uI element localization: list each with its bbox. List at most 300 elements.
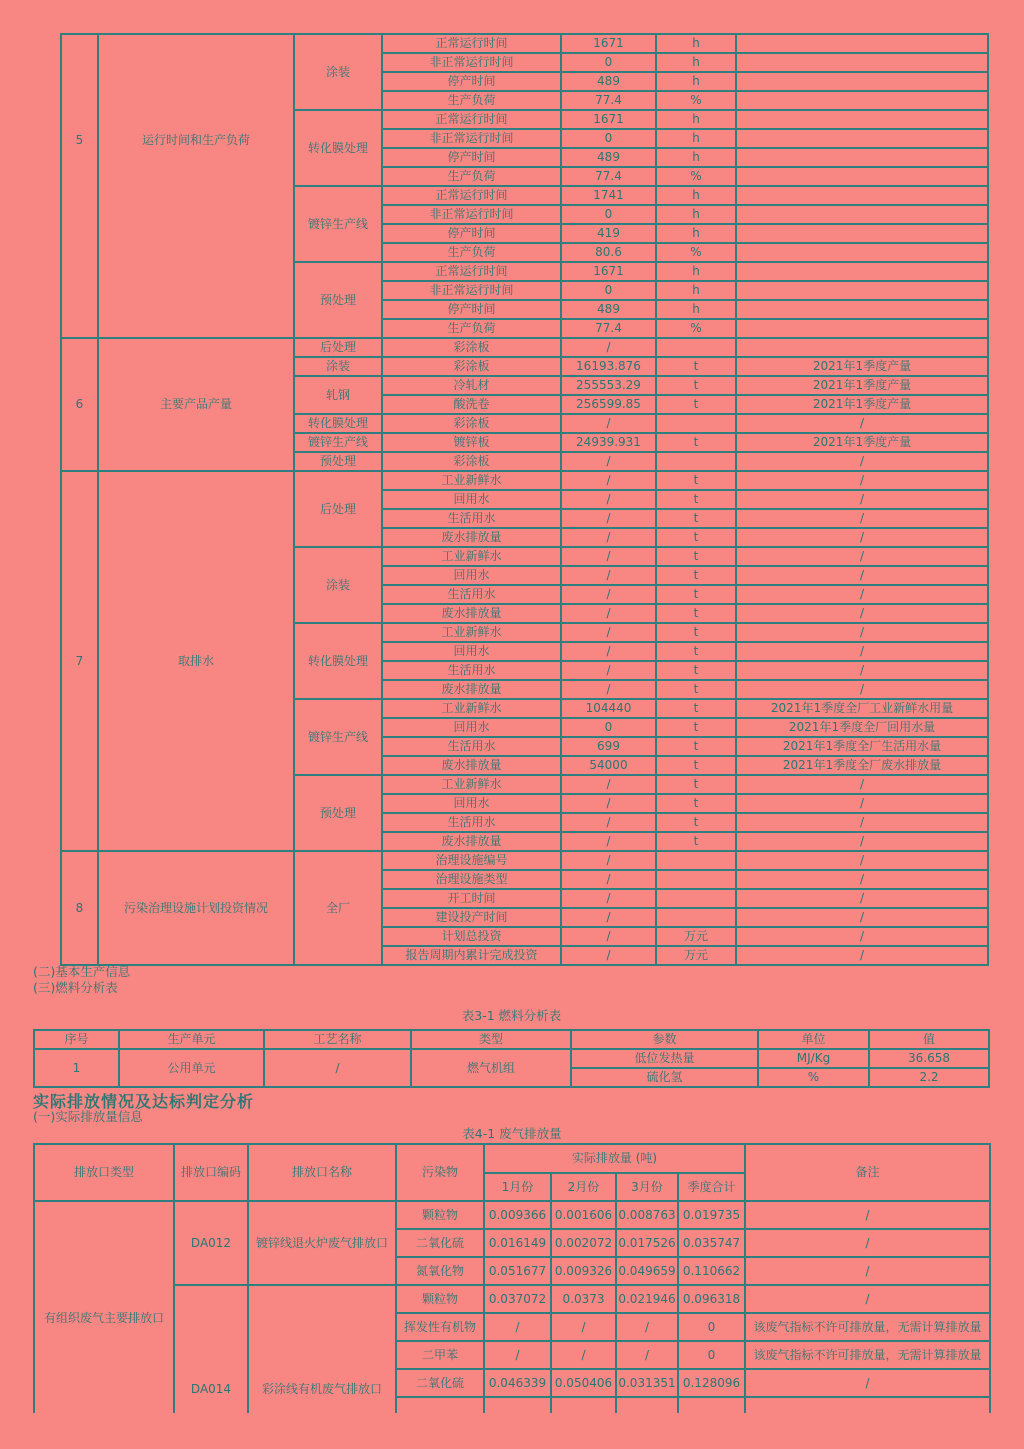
cell-value: 77.4 [562, 92, 657, 111]
cell-value: / [562, 890, 657, 909]
cell-parameter: 生产负荷 [383, 244, 562, 263]
gas-cell-remark: 该废气指标不许可排放量，无需计算排放量 [746, 1342, 991, 1370]
cell-remark [737, 225, 989, 244]
cell-remark: / [737, 567, 989, 586]
gas-cell-pollutant: 氮氧化物 [397, 1258, 485, 1286]
cell-remark: 2021年1季度产量 [737, 377, 989, 396]
cell-parameter: 废水排放量 [383, 833, 562, 852]
cell-value: 419 [562, 225, 657, 244]
gas-cell-remark: / [746, 1370, 991, 1398]
cell-value: / [562, 643, 657, 662]
cell-parameter: 停产时间 [383, 73, 562, 92]
cell-remark: / [737, 643, 989, 662]
gas-outlet-name: 镀锌线退火炉废气排放口 [249, 1202, 397, 1286]
cell-parameter: 生活用水 [383, 586, 562, 605]
gas-header-pollutant: 污染物 [397, 1145, 485, 1202]
section-title: 主要产品产量 [99, 339, 295, 472]
gas-outlet-name: 彩涂线有机废气排放口 [249, 1286, 397, 1413]
cell-parameter: 废水排放量 [383, 529, 562, 548]
cell-value: / [562, 453, 657, 472]
gas-header-outlet-code: 排放口编码 [175, 1145, 249, 1202]
cell-unit: h [657, 282, 737, 301]
cell-parameter: 彩涂板 [383, 339, 562, 358]
cell-unit: h [657, 130, 737, 149]
gas-cell-remark: / [746, 1202, 991, 1230]
cell-value: / [562, 605, 657, 624]
cell-parameter: 彩涂板 [383, 358, 562, 377]
cell-remark [737, 54, 989, 73]
cell-remark: / [737, 472, 989, 491]
unit-name: 镀锌生产线 [295, 187, 383, 263]
cell-unit: t [657, 605, 737, 624]
gas-header-month: 1月份 [485, 1174, 552, 1202]
cell-parameter: 工业新鲜水 [383, 472, 562, 491]
gas-cell-month1: 0.009366 [485, 1202, 552, 1230]
cell-parameter: 建设投产时间 [383, 909, 562, 928]
cell-unit: h [657, 54, 737, 73]
cell-unit: h [657, 73, 737, 92]
cell-unit: t [657, 643, 737, 662]
cell-value: / [562, 814, 657, 833]
gas-cell-month3: / [617, 1342, 679, 1370]
gas-cell-month3: / [617, 1314, 679, 1342]
fuel-unit: 公用单元 [120, 1050, 265, 1088]
cell-unit: t [657, 358, 737, 377]
cell-value: 77.4 [562, 320, 657, 339]
gas-cell-month2: / [552, 1314, 617, 1342]
cell-remark: / [737, 662, 989, 681]
cell-unit: 万元 [657, 928, 737, 947]
cell-value: / [562, 510, 657, 529]
gas-cell-month3: 0.031351 [617, 1370, 679, 1398]
cell-remark: / [737, 852, 989, 871]
gas-cell-quarter-total: 0.035747 [679, 1230, 746, 1258]
cell-value: / [562, 776, 657, 795]
cell-remark: / [737, 871, 989, 890]
gas-cell-quarter-total: 0.019735 [679, 1202, 746, 1230]
gas-cell-month2: 0.009326 [552, 1258, 617, 1286]
cell-parameter: 废水排放量 [383, 757, 562, 776]
cell-value: 256599.85 [562, 396, 657, 415]
gas-header-month: 季度合计 [679, 1174, 746, 1202]
cell-parameter: 废水排放量 [383, 605, 562, 624]
fuel-type: 燃气机组 [412, 1050, 572, 1088]
cell-value: 255553.29 [562, 377, 657, 396]
cell-parameter: 生活用水 [383, 814, 562, 833]
cell-value: 80.6 [562, 244, 657, 263]
cell-parameter: 停产时间 [383, 149, 562, 168]
cell-remark: / [737, 510, 989, 529]
cell-unit: t [657, 396, 737, 415]
fuel-header-cell: 值 [870, 1031, 990, 1050]
cell-parameter: 生产负荷 [383, 92, 562, 111]
gas-header-outlet-type: 排放口类型 [35, 1145, 175, 1202]
cell-parameter: 停产时间 [383, 301, 562, 320]
unit-name: 镀锌生产线 [295, 434, 383, 453]
fuel-analysis-table [33, 1029, 990, 1088]
unit-name: 预处理 [295, 453, 383, 472]
unit-name: 涂装 [295, 35, 383, 111]
gas-cell-month2: 0.0373 [552, 1286, 617, 1314]
cell-remark: / [737, 624, 989, 643]
cell-value: 1671 [562, 263, 657, 282]
unit-name: 涂装 [295, 358, 383, 377]
cell-remark [737, 320, 989, 339]
cell-value: 699 [562, 738, 657, 757]
unit-name: 后处理 [295, 339, 383, 358]
gas-table-clip [33, 1143, 993, 1413]
cell-remark: 2021年1季度全厂工业新鲜水用量 [737, 700, 989, 719]
unit-name: 镀锌生产线 [295, 700, 383, 776]
cell-remark: / [737, 453, 989, 472]
gas-outlet-code: DA014 [175, 1286, 249, 1413]
cell-parameter: 废水排放量 [383, 681, 562, 700]
cell-parameter: 治理设施类型 [383, 871, 562, 890]
gas-cell-remark [746, 1398, 991, 1413]
cell-unit: % [657, 92, 737, 111]
gas-outlet-type: 有组织废气主要排放口 [35, 1202, 175, 1413]
cell-remark [737, 111, 989, 130]
unit-name: 全厂 [295, 852, 383, 966]
cell-remark: 2021年1季度产量 [737, 396, 989, 415]
cell-unit [657, 852, 737, 871]
gas-cell-month1 [485, 1398, 552, 1413]
cell-value: / [562, 567, 657, 586]
fuel-param-value: 2.2 [870, 1069, 990, 1088]
fuel-param-unit: MJ/Kg [759, 1050, 870, 1069]
cell-unit: t [657, 624, 737, 643]
fuel-process: / [265, 1050, 412, 1088]
cell-parameter: 回用水 [383, 491, 562, 510]
cell-parameter: 非正常运行时间 [383, 54, 562, 73]
note-basic-production-info: (二)基本生产信息 [33, 964, 131, 979]
cell-remark [737, 244, 989, 263]
gas-header-month: 2月份 [552, 1174, 617, 1202]
cell-value: / [562, 947, 657, 966]
gas-cell-month1: 0.051677 [485, 1258, 552, 1286]
cell-parameter: 非正常运行时间 [383, 130, 562, 149]
cell-parameter: 工业新鲜水 [383, 548, 562, 567]
cell-remark: / [737, 947, 989, 966]
production-info-table-wrapper [60, 33, 989, 966]
cell-parameter: 酸洗卷 [383, 396, 562, 415]
gas-cell-month1: 0.037072 [485, 1286, 552, 1314]
gas-cell-remark: / [746, 1230, 991, 1258]
cell-unit: t [657, 567, 737, 586]
cell-remark: / [737, 491, 989, 510]
cell-unit [657, 339, 737, 358]
cell-unit [657, 890, 737, 909]
cell-parameter: 工业新鲜水 [383, 776, 562, 795]
cell-remark [737, 339, 989, 358]
cell-remark [737, 73, 989, 92]
unit-name: 预处理 [295, 263, 383, 339]
section-title-actual-emissions: 实际排放情况及达标判定分析 [33, 1092, 255, 1111]
cell-value: / [562, 852, 657, 871]
gas-header-amount-group: 实际排放量 (吨) [485, 1145, 746, 1174]
cell-remark: / [737, 833, 989, 852]
cell-parameter: 回用水 [383, 643, 562, 662]
cell-unit [657, 909, 737, 928]
cell-parameter: 生活用水 [383, 662, 562, 681]
cell-parameter: 非正常运行时间 [383, 282, 562, 301]
cell-remark: / [737, 681, 989, 700]
cell-value: / [562, 662, 657, 681]
cell-value: / [562, 415, 657, 434]
fuel-param: 硫化氢 [572, 1069, 759, 1088]
cell-value: 104440 [562, 700, 657, 719]
fuel-header-cell: 类型 [412, 1031, 572, 1050]
cell-value: / [562, 624, 657, 643]
cell-parameter: 正常运行时间 [383, 35, 562, 54]
cell-unit: t [657, 491, 737, 510]
cell-parameter: 回用水 [383, 567, 562, 586]
gas-table-caption: 表4-1 废气排放量 [462, 1126, 562, 1141]
cell-unit: h [657, 111, 737, 130]
gas-cell-quarter-total: 0.128096 [679, 1370, 746, 1398]
cell-parameter: 非正常运行时间 [383, 206, 562, 225]
fuel-table-wrapper [33, 1029, 990, 1088]
unit-name: 涂装 [295, 548, 383, 624]
gas-header-outlet-name: 排放口名称 [249, 1145, 397, 1202]
cell-parameter: 彩涂板 [383, 415, 562, 434]
cell-remark [737, 206, 989, 225]
cell-unit: t [657, 776, 737, 795]
cell-unit [657, 415, 737, 434]
gas-cell-quarter-total: 0.096318 [679, 1286, 746, 1314]
cell-remark: / [737, 415, 989, 434]
gas-cell-month3: 0.049659 [617, 1258, 679, 1286]
gas-cell-quarter-total: 0 [679, 1342, 746, 1370]
cell-unit: % [657, 168, 737, 187]
production-info-table [60, 33, 989, 966]
cell-remark [737, 130, 989, 149]
cell-parameter: 正常运行时间 [383, 111, 562, 130]
gas-cell-month1: 0.046339 [485, 1370, 552, 1398]
cell-unit: t [657, 757, 737, 776]
cell-unit: h [657, 263, 737, 282]
cell-value: 0 [562, 282, 657, 301]
cell-unit: t [657, 738, 737, 757]
gas-cell-pollutant: 颗粒物 [397, 1202, 485, 1230]
cell-unit: t [657, 586, 737, 605]
cell-remark: / [737, 795, 989, 814]
cell-value: / [562, 928, 657, 947]
cell-unit: t [657, 510, 737, 529]
cell-remark: / [737, 776, 989, 795]
cell-value: / [562, 491, 657, 510]
cell-value: / [562, 339, 657, 358]
cell-remark: 2021年1季度全厂生活用水量 [737, 738, 989, 757]
cell-remark: / [737, 928, 989, 947]
cell-unit: t [657, 700, 737, 719]
fuel-param: 低位发热量 [572, 1050, 759, 1069]
subsection-actual-emission-info: (一)实际排放量信息 [33, 1109, 143, 1124]
cell-value: 0 [562, 719, 657, 738]
cell-unit: % [657, 244, 737, 263]
cell-unit: h [657, 206, 737, 225]
cell-unit: t [657, 548, 737, 567]
cell-value: 77.4 [562, 168, 657, 187]
cell-unit: h [657, 225, 737, 244]
cell-value: 1671 [562, 35, 657, 54]
cell-parameter: 治理设施编号 [383, 852, 562, 871]
cell-value: 16193.876 [562, 358, 657, 377]
cell-unit: h [657, 149, 737, 168]
cell-value: 24939.931 [562, 434, 657, 453]
cell-remark: / [737, 529, 989, 548]
cell-value: 54000 [562, 757, 657, 776]
section-title: 运行时间和生产负荷 [99, 35, 295, 339]
cell-remark [737, 149, 989, 168]
unit-name: 轧钢 [295, 377, 383, 415]
unit-name: 后处理 [295, 472, 383, 548]
cell-remark: 2021年1季度产量 [737, 434, 989, 453]
section-number: 5 [62, 35, 99, 339]
cell-value: 489 [562, 73, 657, 92]
cell-remark: 2021年1季度全厂回用水量 [737, 719, 989, 738]
cell-parameter: 镀锌板 [383, 434, 562, 453]
fuel-no: 1 [35, 1050, 120, 1088]
cell-parameter: 回用水 [383, 795, 562, 814]
cell-value: 489 [562, 149, 657, 168]
cell-remark: / [737, 586, 989, 605]
fuel-table-caption: 表3-1 燃料分析表 [461, 1008, 562, 1023]
cell-value: / [562, 871, 657, 890]
cell-value: 489 [562, 301, 657, 320]
cell-parameter: 生产负荷 [383, 320, 562, 339]
gas-cell-month3: 0.008763 [617, 1202, 679, 1230]
cell-parameter: 工业新鲜水 [383, 700, 562, 719]
cell-unit: h [657, 187, 737, 206]
cell-value: / [562, 795, 657, 814]
gas-cell-month2: / [552, 1342, 617, 1370]
gas-cell-month1: / [485, 1314, 552, 1342]
cell-remark [737, 187, 989, 206]
cell-unit: h [657, 301, 737, 320]
gas-cell-remark: 该废气指标不许可排放量，无需计算排放量 [746, 1314, 991, 1342]
cell-unit [657, 871, 737, 890]
gas-header-remark: 备注 [746, 1145, 991, 1202]
gas-cell-pollutant: 二甲苯 [397, 1342, 485, 1370]
cell-parameter: 停产时间 [383, 225, 562, 244]
cell-parameter: 开工时间 [383, 890, 562, 909]
unit-name: 转化膜处理 [295, 624, 383, 700]
fuel-header-cell: 序号 [35, 1031, 120, 1050]
cell-value: / [562, 681, 657, 700]
fuel-header-cell: 工艺名称 [265, 1031, 412, 1050]
cell-unit: t [657, 719, 737, 738]
cell-unit: t [657, 814, 737, 833]
waste-gas-emission-table [33, 1143, 991, 1413]
cell-unit: t [657, 662, 737, 681]
cell-remark [737, 92, 989, 111]
unit-name: 转化膜处理 [295, 415, 383, 434]
cell-unit: t [657, 377, 737, 396]
cell-value: / [562, 909, 657, 928]
cell-remark: / [737, 814, 989, 833]
cell-parameter: 正常运行时间 [383, 263, 562, 282]
gas-cell-month1: / [485, 1342, 552, 1370]
cell-unit: t [657, 833, 737, 852]
gas-cell-month3 [617, 1398, 679, 1413]
cell-remark: 2021年1季度全厂废水排放量 [737, 757, 989, 776]
cell-value: / [562, 548, 657, 567]
fuel-param-value: 36.658 [870, 1050, 990, 1069]
cell-remark [737, 282, 989, 301]
cell-value: / [562, 586, 657, 605]
cell-remark: / [737, 890, 989, 909]
cell-parameter: 正常运行时间 [383, 187, 562, 206]
gas-cell-month2: 0.002072 [552, 1230, 617, 1258]
unit-name: 预处理 [295, 776, 383, 852]
cell-value: / [562, 833, 657, 852]
gas-cell-pollutant: 二氧化硫 [397, 1370, 485, 1398]
cell-value: / [562, 472, 657, 491]
cell-value: 0 [562, 206, 657, 225]
gas-cell-month2: 0.050406 [552, 1370, 617, 1398]
gas-cell-quarter-total: 0.110662 [679, 1258, 746, 1286]
cell-unit: t [657, 434, 737, 453]
cell-remark [737, 263, 989, 282]
cell-parameter: 冷轧材 [383, 377, 562, 396]
cell-parameter: 生活用水 [383, 738, 562, 757]
gas-cell-month2 [552, 1398, 617, 1413]
section-number: 7 [62, 472, 99, 852]
gas-cell-pollutant [397, 1398, 485, 1413]
gas-outlet-code: DA012 [175, 1202, 249, 1286]
cell-value: 1741 [562, 187, 657, 206]
cell-parameter: 报告周期内累计完成投资 [383, 947, 562, 966]
cell-value: 0 [562, 54, 657, 73]
section-number: 6 [62, 339, 99, 472]
gas-cell-pollutant: 颗粒物 [397, 1286, 485, 1314]
gas-cell-month2: 0.001606 [552, 1202, 617, 1230]
cell-remark: / [737, 909, 989, 928]
cell-unit: t [657, 529, 737, 548]
gas-cell-pollutant: 二氧化硫 [397, 1230, 485, 1258]
cell-unit: % [657, 320, 737, 339]
cell-remark: / [737, 548, 989, 567]
unit-name: 转化膜处理 [295, 111, 383, 187]
gas-cell-month3: 0.021946 [617, 1286, 679, 1314]
fuel-header-cell: 单位 [759, 1031, 870, 1050]
section-title: 取排水 [99, 472, 295, 852]
cell-value: / [562, 529, 657, 548]
cell-parameter: 工业新鲜水 [383, 624, 562, 643]
cell-parameter: 生活用水 [383, 510, 562, 529]
gas-cell-quarter-total: 0 [679, 1314, 746, 1342]
cell-unit: 万元 [657, 947, 737, 966]
gas-cell-pollutant: 挥发性有机物 [397, 1314, 485, 1342]
cell-parameter: 彩涂板 [383, 453, 562, 472]
cell-value: 1671 [562, 111, 657, 130]
gas-cell-remark: / [746, 1286, 991, 1314]
note-fuel-analysis: (三)燃料分析表 [33, 980, 118, 995]
cell-remark [737, 35, 989, 54]
section-title: 污染治理设施计划投资情况 [99, 852, 295, 966]
cell-remark [737, 301, 989, 320]
cell-value: 0 [562, 130, 657, 149]
fuel-header-cell: 生产单元 [120, 1031, 265, 1050]
cell-parameter: 计划总投资 [383, 928, 562, 947]
fuel-header-cell: 参数 [572, 1031, 759, 1050]
gas-cell-quarter-total [679, 1398, 746, 1413]
gas-cell-remark: / [746, 1258, 991, 1286]
cell-unit: t [657, 795, 737, 814]
cell-parameter: 回用水 [383, 719, 562, 738]
cell-remark [737, 168, 989, 187]
